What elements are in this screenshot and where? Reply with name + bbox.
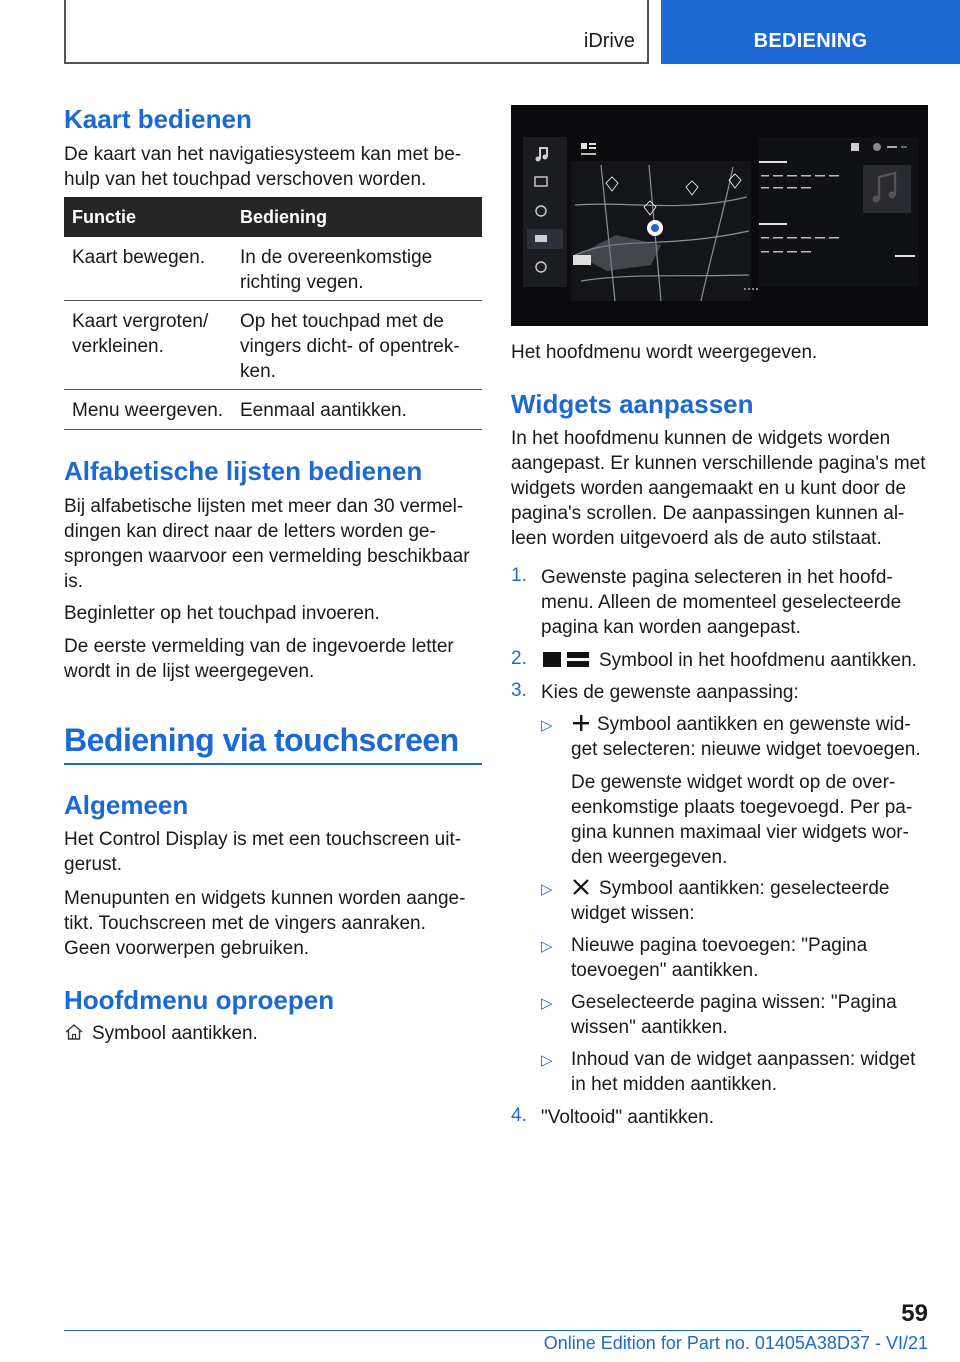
header-section-title: iDrive: [583, 30, 635, 52]
sub-step-text: Nieuwe pagina toevoegen: "Pagina toevoegen" aantikken.: [571, 935, 868, 981]
general-title: Algemeen: [64, 790, 189, 820]
title-rule: [64, 763, 482, 765]
table-header: [64, 197, 482, 237]
sub-bullet-icon: ▷: [541, 938, 553, 955]
touchscreen-title: Bediening via touchscreen: [64, 722, 459, 758]
header-chapter-title: BEDIENING: [753, 30, 868, 52]
page-number: 59: [901, 1300, 928, 1327]
alphabetic-lists-paragraph: Beginletter op het touchpad invoeren.: [64, 603, 380, 624]
alphabetic-lists-title: Alfabetische lijsten bedienen: [64, 456, 423, 486]
widgets-intro: In het hoofdmenu kunnen de widgets worden aangepast. Er kunnen verschillende pagina's met widgets worden aangemaakt en u kunt door de pagina's scrollen. De aanpassingen kunnen al- leen worden uitgevoerd als de auto stilstaat.: [511, 428, 926, 549]
plus-icon: [571, 713, 591, 733]
table-row: Kaart bewegen. In de overeenkomstige richting vegen.: [64, 237, 482, 301]
alphabetic-lists-paragraph: De eerste vermelding van de ingevoerde letter wordt in de lijst weergegeven.: [64, 636, 454, 682]
table-header-function: Functie: [72, 207, 137, 227]
screenshot-caption: Het hoofdmenu wordt weergegeven.: [511, 342, 818, 363]
step-text: Kies de gewenste aanpassing:: [541, 682, 799, 703]
step-text: "Voltooid" aantikken.: [541, 1107, 714, 1128]
sub-bullet-icon: ▷: [541, 717, 553, 734]
widgets-title: Widgets aanpassen: [511, 389, 754, 419]
general-paragraph: Menupunten en widgets kunnen worden aange- tikt. Touchscreen met de vingers aanraken. Geen voorwerpen gebruiken.: [64, 888, 466, 959]
sub-step-text: Symbool aantikken: geselecteerde widget wissen:: [571, 878, 890, 924]
step-number: 3.: [511, 680, 527, 701]
main-menu-screenshot: [511, 105, 928, 326]
sub-step-note: De gewenste widget wordt op de over- eenkomstige plaats toegevoegd. Per pa- gina kunnen maximaal vier widgets wor- den weergegeven.: [571, 772, 913, 868]
sub-bullet-icon: ▷: [541, 995, 553, 1012]
step-number: 2.: [511, 648, 527, 669]
table-row: Menu weergeven. Eenmaal aantikken.: [64, 390, 482, 430]
header-chapter-tab: [661, 0, 960, 64]
step-text: Symbool in het hoofdmenu aantikken.: [541, 648, 917, 673]
header-section-box: [64, 0, 649, 64]
footer-rule: [64, 1330, 862, 1331]
map-title: Kaart bedienen: [64, 104, 252, 134]
map-control-table: [64, 197, 482, 430]
home-icon: [64, 1022, 84, 1042]
footer-edition: Online Edition for Part no. 01405A38D37 - VI/21: [543, 1333, 928, 1353]
sub-bullet-icon: ▷: [541, 881, 553, 898]
main-menu-instruction: Symbool aantikken.: [64, 1021, 258, 1046]
map-intro: De kaart van het navigatiesysteem kan met be- hulp van het touchpad verschoven worden.: [64, 144, 462, 190]
sub-step-text: Inhoud van de widget aanpassen: widget in het midden aantikken.: [571, 1049, 916, 1095]
main-menu-title: Hoofdmenu oproepen: [64, 985, 335, 1015]
sub-step-text: Geselecteerde pagina wissen: "Pagina wissen" aantikken.: [571, 992, 897, 1038]
alphabetic-lists-paragraph: Bij alfabetische lijsten met meer dan 30 vermel- dingen kan direct naar de letters worden ge- sprongen waarvoor een vermelding beschikbaar is.: [64, 496, 470, 592]
close-icon: [571, 877, 591, 897]
step-text: Gewenste pagina selecteren in het hoofd- menu. Alleen de momenteel geselecteerde pagina kan worden aangepast.: [541, 567, 902, 638]
step-number: 1.: [511, 565, 527, 586]
step-number: 4.: [511, 1105, 527, 1126]
table-row: Kaart vergroten/ verkleinen. Op het touchpad met de vingers dicht- of opentrek- ken.: [64, 301, 482, 390]
sub-bullet-icon: ▷: [541, 1052, 553, 1069]
general-paragraph: Het Control Display is met een touchscreen uit- gerust.: [64, 829, 462, 875]
sub-step-text: Symbool aantikken en gewenste wid- get selecteren: nieuwe widget toevoegen.: [571, 714, 921, 760]
widget-layout-icon: [541, 650, 591, 668]
table-header-operation: Bediening: [240, 207, 328, 227]
